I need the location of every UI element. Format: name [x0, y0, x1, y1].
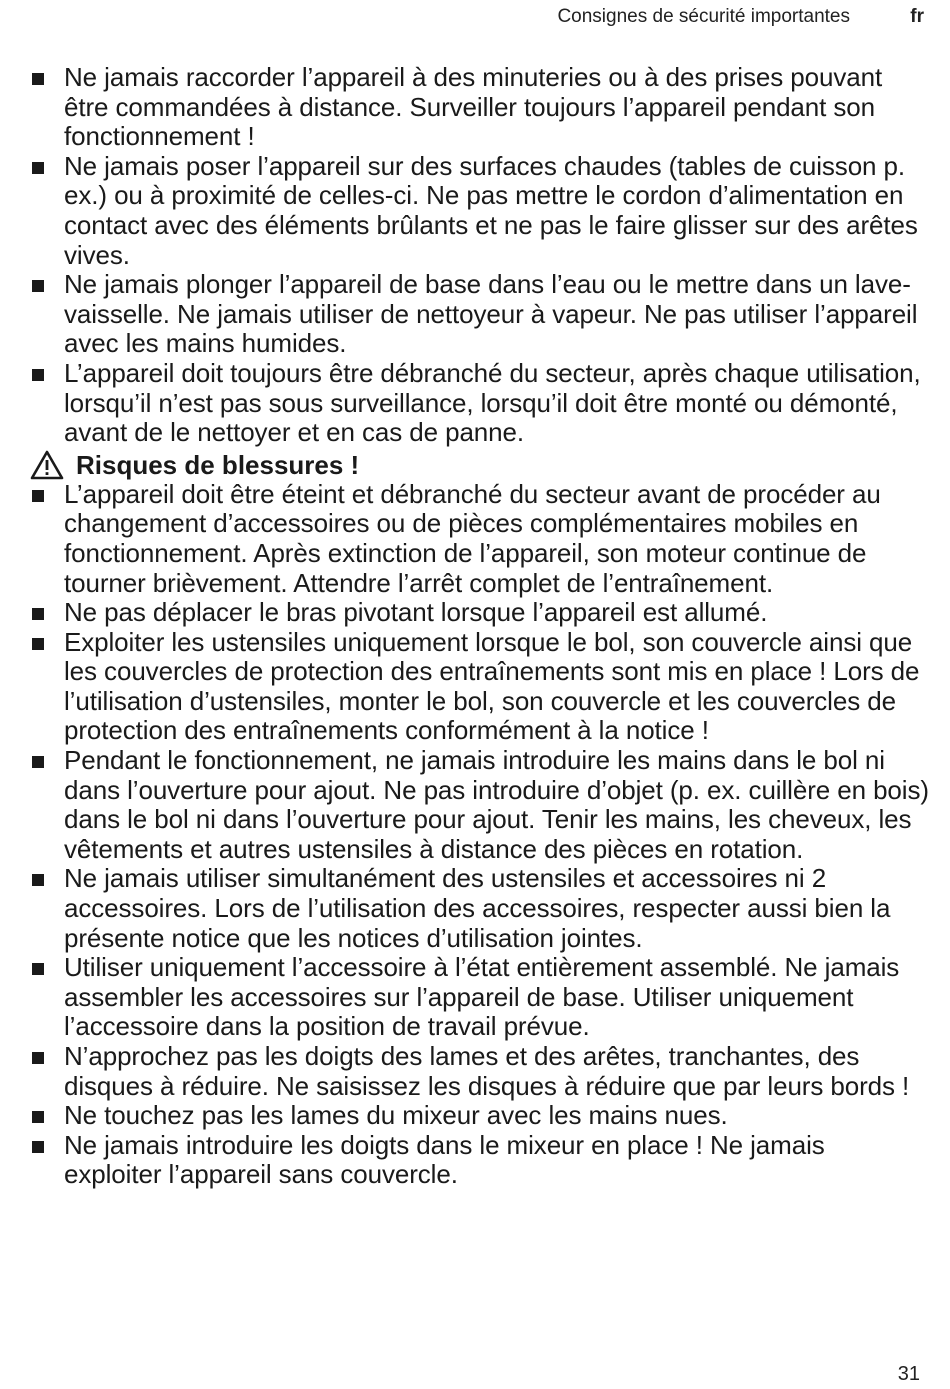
- square-bullet-icon: [32, 1111, 44, 1123]
- list-item: [30, 480, 950, 598]
- square-bullet-icon: [32, 756, 44, 768]
- list-item-text: Utiliser uniquement l’accessoire à l’état entièrement assemblé. Ne jamais assembler les accessoires sur l’appareil de base. Utiliser uniquement l’accessoire dans la position de travail prévue.: [64, 952, 900, 1042]
- list-item: [30, 746, 944, 864]
- section-title: Risques de blessures !: [76, 449, 360, 480]
- list-item: [30, 152, 924, 270]
- list-item: [30, 864, 934, 953]
- square-bullet-icon: [32, 490, 44, 502]
- square-bullet-icon: [32, 73, 44, 85]
- square-bullet-icon: [32, 369, 44, 381]
- list-item-text: Ne jamais introduire les doigts dans le mixeur en place ! Ne jamais exploiter l’appareil sans couvercle.: [64, 1129, 825, 1190]
- square-bullet-icon: [32, 874, 44, 886]
- list-item-text: Ne jamais plonger l’appareil de base dans l’eau ou le mettre dans un lave-vaisselle. Ne jamais utiliser de nettoyeur à vapeur. Ne pas utiliser l’appareil avec les mains humides.: [64, 269, 918, 359]
- list-item-text: Exploiter les ustensiles uniquement lorsque le bol, son couvercle ainsi que les couvercles de protection des entraînements sont mis en place ! Lors de l’utilisation d’ustensiles, monter le bol, son couvercle et les couvercles de protection des entraînements conformément à la notice !: [64, 626, 920, 746]
- header-title: Consignes de sécurité importantes: [557, 6, 850, 27]
- square-bullet-icon: [32, 963, 44, 975]
- list-item-text: Ne touchez pas les lames du mixeur avec les mains nues.: [64, 1100, 728, 1131]
- list-item: [30, 359, 944, 448]
- list-item: [30, 270, 928, 359]
- list-item: [30, 628, 944, 746]
- square-bullet-icon: [32, 162, 44, 174]
- square-bullet-icon: [32, 608, 44, 620]
- list-item: [30, 953, 944, 1042]
- list-item-text: Pendant le fonctionnement, ne jamais introduire les mains dans le bol ni dans l’ouverture pour ajout. Ne pas introduire d’objet (p. ex. cuillère en bois) dans le bol ni dans l’ouverture pour ajout. Tenir les mains, les cheveux, les vêtements et autres ustensiles à distance des pièces en rotation.: [64, 745, 929, 864]
- section-heading-injury-risks: [30, 450, 925, 480]
- list-item-text: L’appareil doit toujours être débranché du secteur, après chaque utilisation, lorsqu’il n’est pas sous surveillance, lorsqu’il doit être monté ou démonté, avant de le nettoyer et en cas de panne.: [64, 357, 921, 448]
- list-item: [30, 63, 890, 152]
- list-item-text: Ne pas déplacer le bras pivotant lorsque l’appareil est allumé.: [64, 597, 768, 628]
- list-item: [30, 1042, 950, 1101]
- square-bullet-icon: [32, 638, 44, 650]
- list-item-text: Ne jamais poser l’appareil sur des surfaces chaudes (tables de cuisson p. ex.) ou à proximité de celles-ci. Ne pas mettre le cordon d’alimentation en contact avec des éléments brûlants et ne pas le faire glisser sur des arêtes vives.: [64, 150, 918, 270]
- main-content: [30, 62, 929, 1190]
- list-item-text: Ne jamais raccorder l’appareil à des minuteries ou à des prises pouvant être commandées à distance. Surveiller toujours l’appareil pendant son fonctionnement !: [64, 62, 883, 152]
- page-number: 31: [897, 1363, 920, 1385]
- list-item: [30, 598, 950, 628]
- language-code: fr: [910, 6, 924, 27]
- safety-list-injury: [30, 478, 929, 1190]
- list-item: [30, 1131, 854, 1190]
- list-item-text: Ne jamais utiliser simultanément des ustensiles et accessoires ni 2 accessoires. Lors de l’utilisation des accessoires, respecter aussi bien la présente notice que les notices d’utilisation jointes.: [64, 863, 891, 953]
- list-item: [30, 1101, 950, 1131]
- list-item-text: N’approchez pas les doigts des lames et des arêtes, tranchantes, des disques à réduire. Ne saisissez les disques à réduire que par leurs bords !: [64, 1041, 910, 1101]
- page-header: [0, 6, 950, 30]
- square-bullet-icon: [32, 1141, 44, 1153]
- square-bullet-icon: [32, 280, 44, 292]
- list-item-text: L’appareil doit être éteint et débranché du secteur avant de procéder au changement d’accessoires ou de pièces complémentaires mobiles en fonctionnement. Après extinction de l’appareil, son moteur continue de tourner brièvement. Attendre l’arrêt complet de l’entraînement.: [64, 478, 881, 598]
- safety-list-general: [30, 63, 925, 448]
- square-bullet-icon: [32, 1052, 44, 1064]
- warning-triangle-icon: [30, 450, 64, 480]
